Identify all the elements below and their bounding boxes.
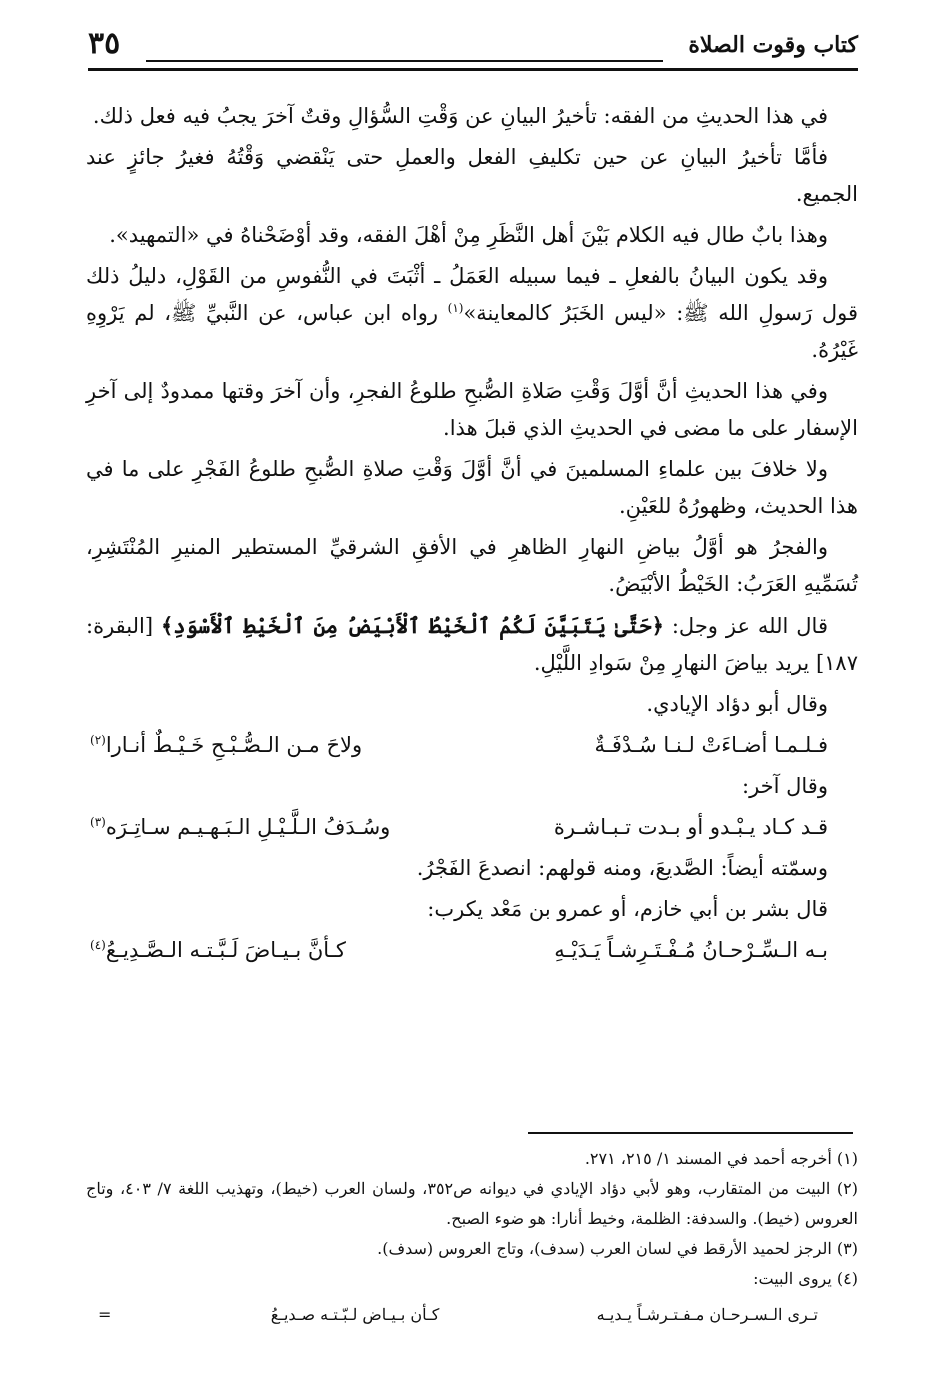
verse-second-hemistich (90, 809, 390, 846)
footnote-separator (528, 1132, 853, 1134)
paragraph: وقال أبو دؤاد الإيادي. (646, 692, 828, 716)
paragraph-text: [البقرة: ١٨٧] يريد بياضَ النهارِ مِنْ سَوادِ اللَّيْلِ. (86, 614, 858, 675)
footnote: (١) أخرجه أحمد في المسند ١/ ٢١٥، ٢٧١. (584, 1149, 858, 1168)
footnote: (٣) الرجز لحميد الأرقط في لسان العرب (سدف)، وتاج العروس (سدف). (377, 1239, 858, 1258)
paragraph: وقال آخر: (742, 774, 828, 798)
footnote-ref: (٤) (90, 938, 106, 952)
paragraph-text: وقد يكون البيانُ بالفعلِ ـ فيما سبيله العَمَلُ ـ أثْبَتَ في النُّفوسِ من القَوْلِ، دليلُ ذلك قول رَسولِ الله ﷺ: «ليس الخَبَرُ كالمعاينة» (86, 264, 859, 325)
paragraph: وسمّته أيضاً: الصَّديعَ، ومنه قولهم: انصدعَ الفَجْرُ. (416, 856, 828, 880)
paragraph: في هذا الحديثِ من الفقه: تأخيرُ البيانِ عن وَقْتِ السُّؤالِ وقتٌ آخرَ يجبُ فيه فعل ذلك. (92, 104, 828, 128)
verse-first-hemistich: تـرى الـسـرحـان مـفـتـرشـاً يـديـه (596, 1305, 818, 1324)
paragraph: والفجرُ هو أوَّلُ بياضِ النهارِ الظاهرِ في الأفقِ الشرقيِّ المستطير المنيرِ المُنْتَشِرِ، تُسَمِّيهِ العَرَبُ: الخَيْطُ الأبْيَضُ. (86, 535, 858, 596)
footnote-ref: (١) (447, 301, 464, 315)
poem-verse (86, 727, 858, 764)
footnote-verse (86, 1300, 858, 1330)
paragraph (86, 607, 858, 682)
header-rule (88, 68, 858, 71)
verse-first-hemistich: قـد كـاد يـبْـدو أو بـدت تـبـاشـرة (553, 815, 828, 839)
footnote: (٢) البيت من المتقارب، وهو لأبي دؤاد الإيادي في ديوانه ص٣٥٢، ولسان العرب (خيط)، وتهذيب اللغة ٧/ ٤٠٣، وتاج العروس (خيط). والسدفة: الظلمة، وخيط أنارا: هو ضوء الصبح. (86, 1179, 858, 1228)
verse-first-hemistich: بـه الـسِّـرْحـانُ مُـفْـتَـرِشـاً يَـدَيْـهِ (554, 938, 828, 962)
footnote-ref: (٢) (90, 733, 106, 747)
running-header (88, 22, 858, 70)
verse-second-hemistich: كـأن بـيـاض لـبّـتـه صـديـعُ (270, 1305, 440, 1324)
paragraph: وهذا بابٌ طال فيه الكلام بَيْنَ أهل النَّظَرِ مِنْ أهْلَ الفقه، وقد أوْضَحْناهُ في «التمهيد». (109, 223, 828, 247)
header-thin-rule (146, 60, 663, 62)
paragraph: وفي هذا الحديثِ أنَّ أوَّلَ وَقْتِ صَلاةِ الصُّبحِ طلوعُ الفجرِ، وأن آخرَ وقتها ممدودٌ إلى آخرِ الإسفار على ما مضى في الحديثِ الذي قبلَ هذا. (86, 379, 858, 440)
main-text (86, 98, 858, 973)
verse-text: ولاحَ مـن الـصُّـبْـحِ خَـيْـطٌ أنـارا (105, 733, 363, 757)
paragraph: فأمَّا تأخيرُ البيانِ عن حين تكليفِ الفعل والعملِ حتى يَنْقضي وَقْتُهُ فغيرُ جائزٍ عند الجميع. (86, 145, 858, 206)
paragraph: قال بشر بن أبي خازم، أو عمرو بن مَعْد يكرب: (427, 897, 828, 921)
continuation-mark: = (98, 1305, 114, 1324)
paragraph-text: قال الله عز وجل: (663, 614, 828, 638)
quran-verse: ﴿حَتَّىٰ يَتَبَيَّنَ لَكُمُ ٱلْخَيْطُ ٱلْأَبْيَضُ مِنَ ٱلْخَيْطِ ٱلْأَسْوَدِ﴾ (160, 613, 664, 638)
footnote: (٤) يروى البيت: (753, 1269, 858, 1288)
page-number: ٣٥ (88, 26, 121, 61)
paragraph-text: رواه ابن عباس، عن النَّبيِّ ﷺ، لم يَرْوِهِ غَيْرُهُ. (86, 301, 858, 362)
footnote-ref: (٣) (90, 815, 106, 829)
verse-second-hemistich (90, 932, 346, 969)
verse-first-hemistich: فـلـمـا أضـاءَتْ لـنـا سُـدْفَـةٌ (594, 733, 828, 757)
verse-second-hemistich (90, 727, 362, 764)
paragraph: ولا خلافَ بين علماءِ المسلمينَ في أنَّ أوَّلَ وَقْتِ صلاةِ الصُّبحِ طلوعُ الفَجْرِ على ما في هذا الحديث، وظهورُهُ للعَيْنِ. (86, 457, 858, 518)
paragraph (86, 258, 858, 369)
verse-text: وسُـدَفُ الـلَّـيْـلِ الـبَـهـيـم سـاتِـرَه (105, 815, 391, 839)
poem-verse (86, 809, 858, 846)
footnotes (86, 1144, 858, 1330)
poem-verse (86, 932, 858, 969)
verse-text: كـأنَّ بـيـاضَ لَـبَّـتـه الـصَّـدِيـعُ (105, 938, 346, 962)
running-title: كتاب وقوت الصلاة (688, 32, 858, 58)
